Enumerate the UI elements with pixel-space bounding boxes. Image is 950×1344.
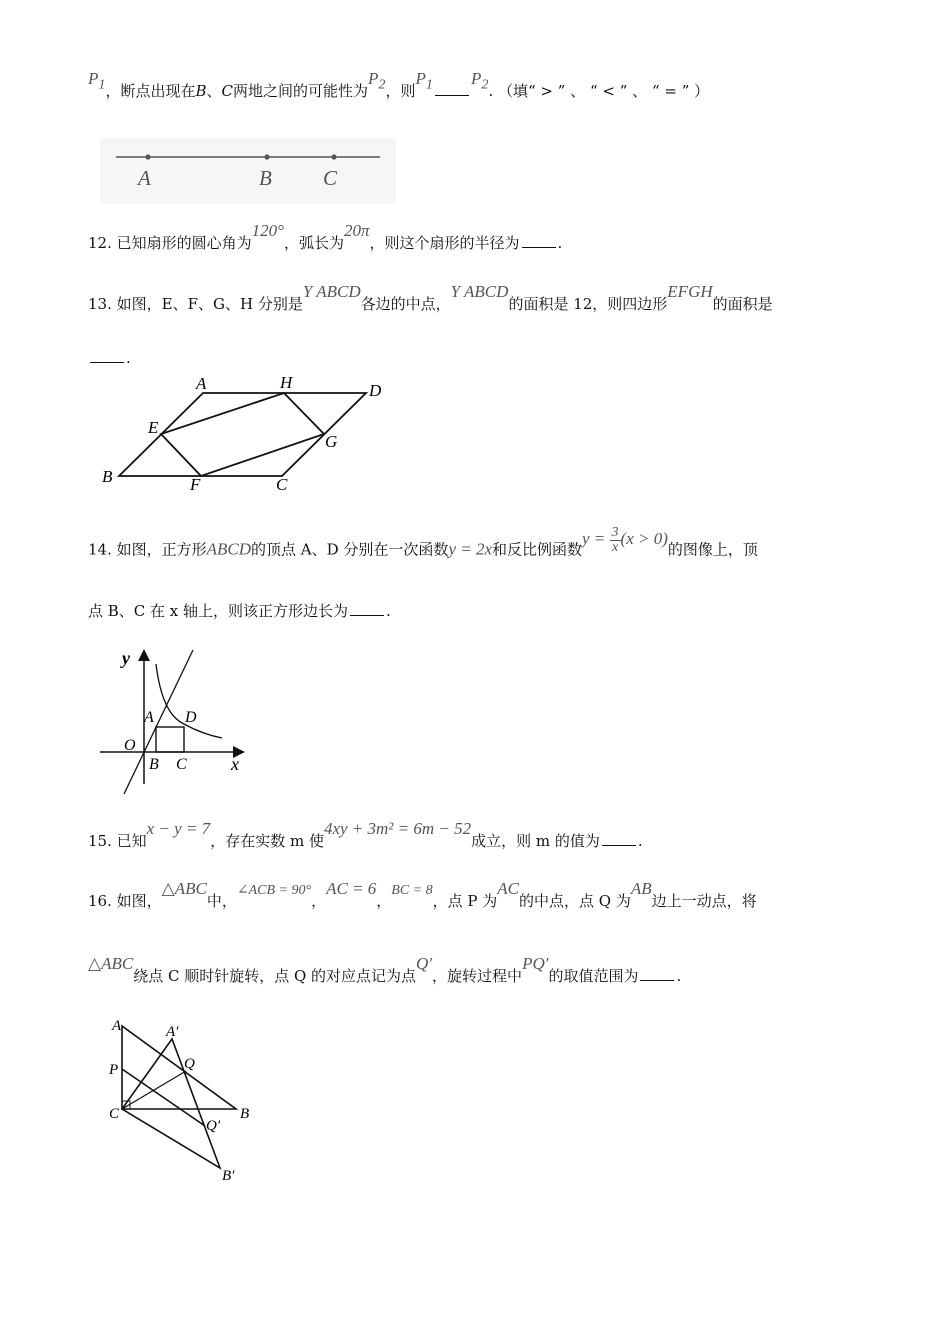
- label-b: B: [102, 467, 113, 486]
- point-c: [331, 154, 336, 159]
- q16-line-2: △ABC绕点 C 顺时针旋转，点 Q 的对应点记为点Q′，旋转过程中PQ′的取值范围为 .: [88, 954, 682, 985]
- label-g: G: [325, 432, 338, 451]
- label-b: B: [240, 1106, 250, 1122]
- quad-efgh: EFGH: [667, 282, 713, 301]
- label-b: B: [259, 166, 272, 190]
- answer-blank: [640, 979, 674, 981]
- p2-symbol-b: $P_2$: [470, 69, 489, 93]
- label-c: C: [276, 475, 288, 494]
- length-ac: AC = 6: [326, 879, 377, 898]
- label-a: A: [138, 166, 151, 190]
- p1-symbol: $P_1$: [88, 69, 106, 93]
- label-q: Q: [184, 1056, 195, 1072]
- label-c: C: [323, 166, 338, 190]
- equation-1: x − y = 7: [146, 819, 211, 838]
- answer-blank: [522, 246, 556, 248]
- segment-pq-prime: PQ′: [522, 954, 549, 973]
- q14-figure: [94, 644, 254, 794]
- label-d: D: [185, 709, 197, 726]
- q13-figure: [96, 370, 396, 495]
- label-p: P: [109, 1062, 119, 1078]
- angle-acb: ∠ACB = 90°: [236, 883, 312, 898]
- q14-line-1: 14. 如图，正方形ABCD的顶点 A、D 分别在一次函数y = 2x和反比例函数y = $\frac{3}{x}$ (x > 0)的图像上，顶: [88, 525, 758, 559]
- parallelogram-symbol: Y ABCD: [302, 282, 361, 301]
- label-c: C: [176, 756, 187, 773]
- label-q-prime: Q′: [206, 1118, 221, 1134]
- linear-function: y = 2x: [448, 539, 492, 559]
- point-b: [264, 154, 269, 159]
- q11-figure: [100, 138, 396, 204]
- equation-2: 4xy + 3m² = 6m − 52: [323, 819, 472, 838]
- label-e: E: [148, 418, 159, 437]
- quadrilateral-efgh: [161, 393, 324, 476]
- triangle-abc: [122, 1026, 236, 1109]
- answer-blank: [602, 844, 636, 846]
- parallelogram-symbol-2: Y ABCD: [450, 282, 509, 301]
- point-q-prime: Q′: [416, 954, 433, 973]
- q14-line-2: 点 B、C 在 x 轴上，则该正方形边长为 .: [88, 602, 391, 620]
- length-bc: BC = 8: [391, 883, 433, 898]
- answer-blank: [350, 614, 384, 616]
- arc-length: 20π: [343, 221, 370, 240]
- q16-line-1: 16. 如图，△ABC中，∠ACB = 90°，AC = 6，BC = 8，点 P 为AC的中点，点 Q 为AB边上一动点，将: [88, 879, 757, 910]
- label-a: A: [144, 709, 154, 726]
- label-b-prime: B′: [222, 1168, 235, 1184]
- inverse-function: y = $\frac{3}{x}$ (x > 0): [582, 525, 668, 555]
- q16-figure: [100, 1012, 270, 1187]
- label-a-prime: A′: [166, 1024, 179, 1040]
- answer-blank: [435, 94, 469, 96]
- label-y: y: [122, 648, 130, 668]
- triangle-abc-2: △ABC: [88, 954, 134, 973]
- q15-line: 15. 已知x − y = 7，存在实数 m 使4xy + 3m² = 6m − 52成立，则 m 的值为 .: [88, 819, 643, 850]
- triangle-abc: △ABC: [161, 879, 207, 898]
- segment-cq: [122, 1071, 186, 1109]
- segment-ac: AC: [497, 879, 520, 898]
- q11-text-a: ，断点出现在: [105, 82, 196, 100]
- label-a: A: [112, 1018, 122, 1034]
- angle-120: 120°: [251, 221, 284, 240]
- p1-symbol-b: $P_1$: [415, 69, 433, 93]
- answer-blank: [90, 361, 124, 363]
- q13-line-2: .: [88, 347, 131, 369]
- label-h: H: [280, 373, 293, 392]
- square-abcd: [156, 727, 184, 752]
- p2-symbol: $P_2$: [368, 69, 386, 93]
- square-abcd: ABCD: [206, 539, 252, 559]
- q11-line-1: $P_1$，断点出现在B、C两地之间的可能性为$P_2$，则$P_1$ $P_2$. （填“ > ” 、 “ < ” 、 “ = ” ）: [88, 69, 710, 100]
- label-d: D: [369, 381, 382, 400]
- label-a: A: [196, 374, 207, 393]
- segment-ab: AB: [630, 879, 652, 898]
- label-o: O: [124, 737, 136, 754]
- label-b: B: [149, 756, 159, 773]
- label-c: C: [109, 1106, 120, 1122]
- label-f: F: [190, 475, 201, 494]
- point-a: [145, 154, 150, 159]
- label-x: x: [231, 754, 239, 774]
- q13-line-1: 13. 如图，E、F、G、H 分别是Y ABCD各边的中点，Y ABCD的面积是 12，则四边形EFGH的面积是: [88, 282, 773, 313]
- q12-line: 12. 已知扇形的圆心角为120°，弧长为20π，则这个扇形的半径为 .: [88, 221, 563, 252]
